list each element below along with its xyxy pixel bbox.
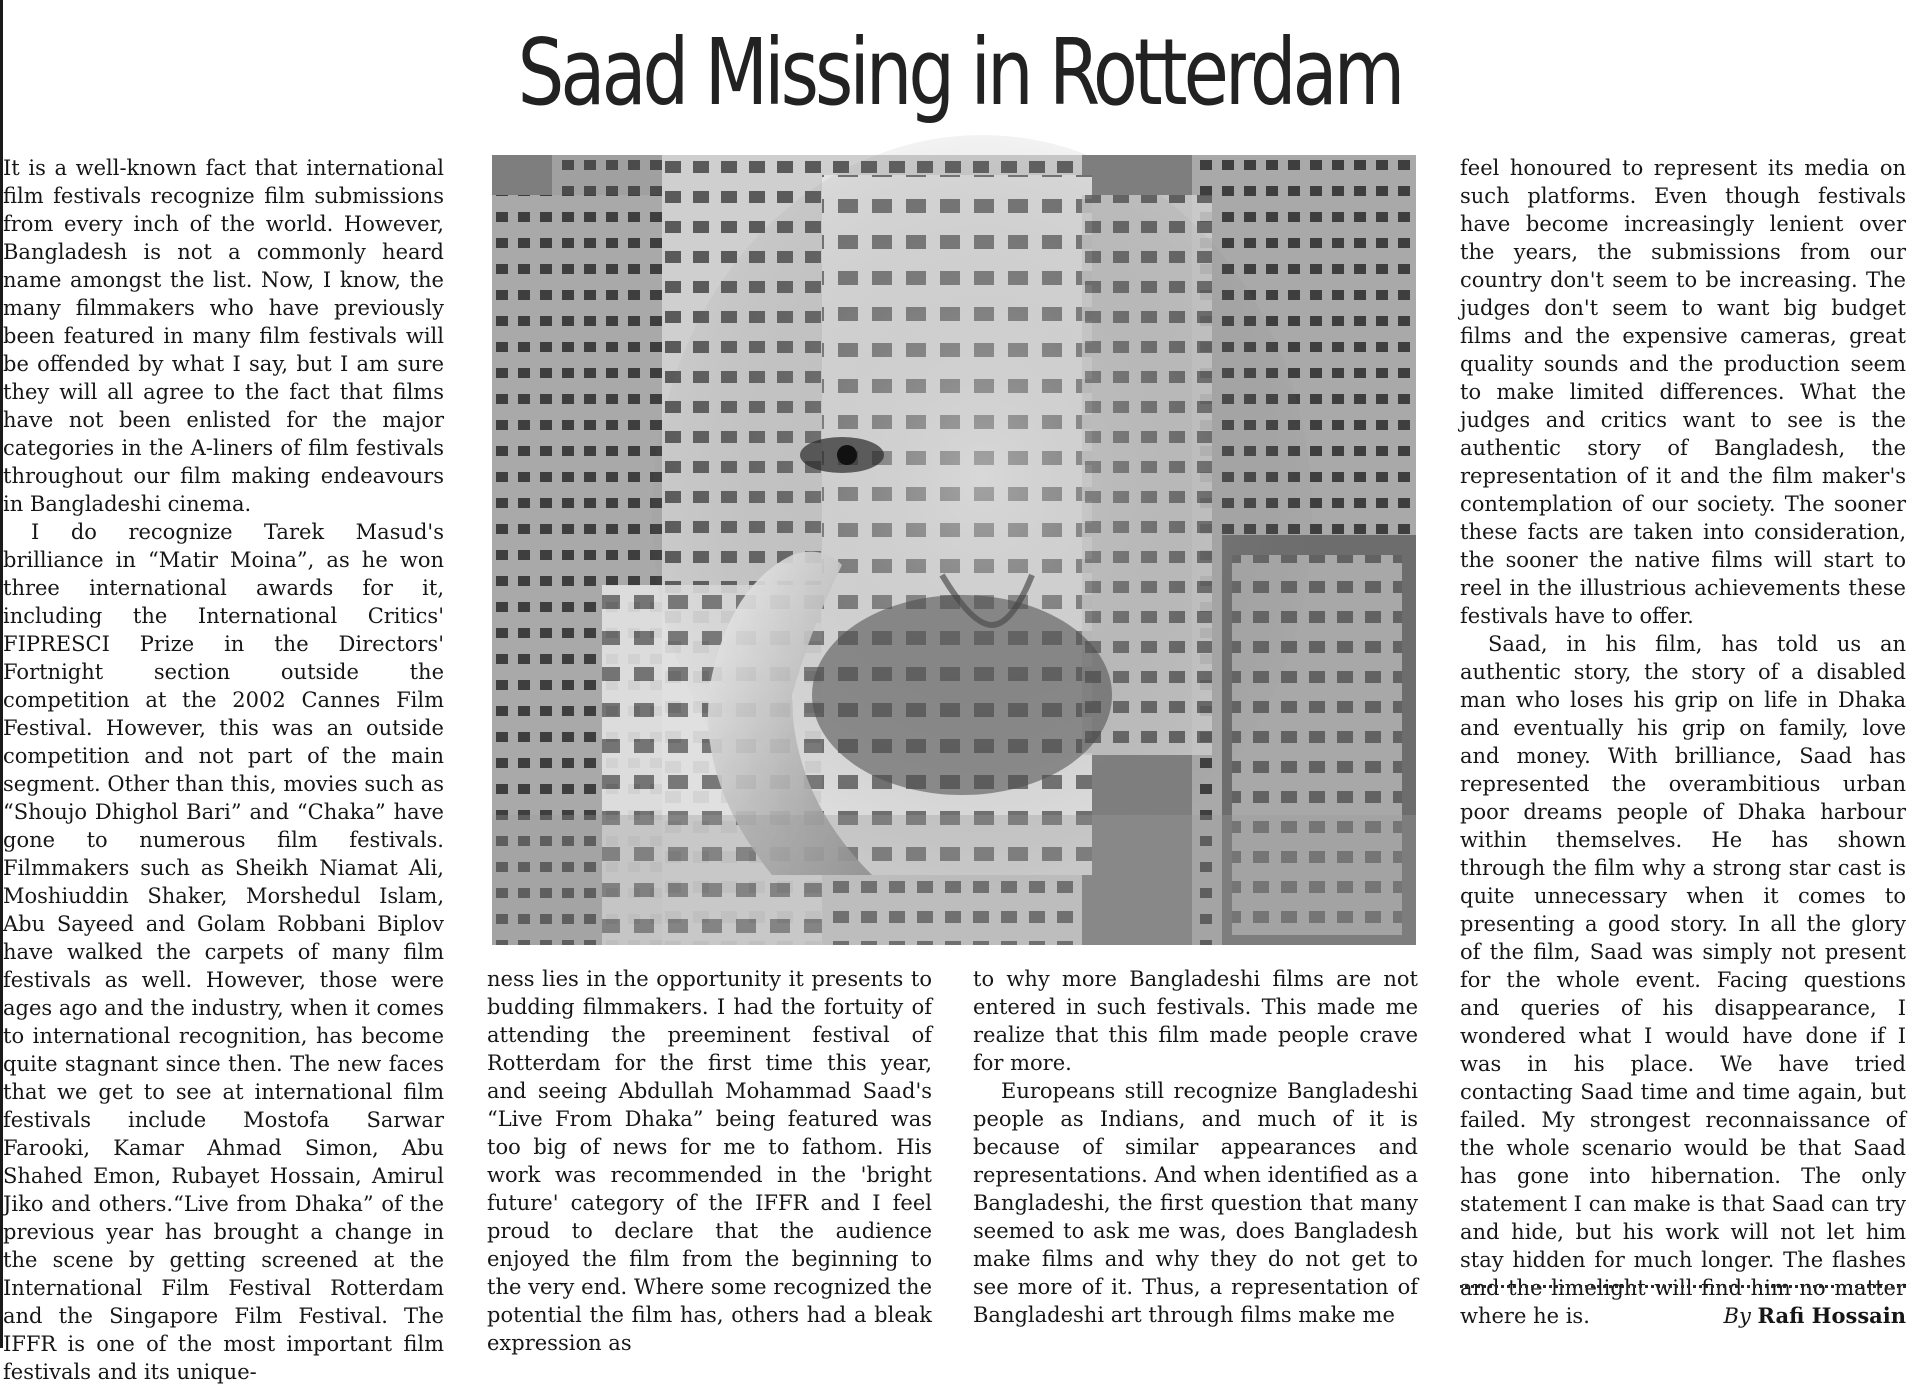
text-column-2 bbox=[487, 965, 932, 1355]
photo-collage-illustration bbox=[492, 155, 1416, 945]
paragraph: ness lies in the opportunity it presents to budding filmmakers. I had the fortuity of attending the preeminent festival of Rotterdam for the first time this year, and seeing Abdullah Mohammad Saad's “Live From Dhaka” being featured was too big of news for me to fathom. His work was recommended in the 'bright future' category of the IFFR and I feel proud to declare that the audience enjoyed the film from the beginning to the very end. Where some recognized the potential the film has, others had a bleak expression as bbox=[487, 967, 932, 1355]
paragraph: feel honoured to represent its media on such platforms. Even though festivals have become increasingly lenient over the years, the submissions from our country don't seem to be increasing. The judges don't seem to want big budget films and the expensive cameras, great quality sounds and the production seem to make limited differences. What the judges and critics want to see is the authentic story of Bangladesh, the representation of it and the film maker's contemplation of our society. The sooner these facts are taken into consideration, the sooner the native films will start to reel in the illustrious achievements these festivals have to offer. bbox=[1460, 156, 1906, 628]
text-column-3 bbox=[973, 965, 1418, 1348]
article-photo bbox=[492, 155, 1416, 945]
paragraph: I do recognize Tarek Masud's brilliance in “Matir Moina”, as he won three international awards for it, including the International Critics' FIPRESCI Prize in the Directors' Fortnight section outside the competition at the 2002 Cannes Film Festival. However, this was an outside competition and not part of the main segment. Other than this, movies such as “Shoujo Dhighol Bari” and “Chaka” have gone to numerous film festivals. Filmmakers such as Sheikh Niamat Ali, Moshiuddin Shaker, Morshedul Islam, Abu Sayeed and Golam Robbani Biplov have walked the carpets of many film festivals as well. However, those were ages ago and the industry, when it comes to international recognition, has become quite stagnant since then. The new faces that we get to see at international film festivals include Mostofa Sarwar Farooki, Kamar Ahmad Simon, Abu Shahed Emon, Rubayet Hossain, Amirul Jiko and others.“Live from Dhaka” of the previous year has brought a change in the scene by getting screened at the International Film Festival Rotterdam and the Singapore Film Festival. The IFFR is one of the most important film festivals and its unique- bbox=[3, 520, 444, 1384]
paragraph: to why more Bangladeshi films are not entered in such festivals. This made me realize that this film made people crave for more. bbox=[973, 967, 1418, 1075]
paragraph: Saad, in his film, has told us an authentic story, the story of a disabled man who loses his grip on life in Dhaka and eventually his grip on family, love and money. With brilliance, Saad has represented the overambitious urban poor dreams people of Dhaka harbour within themselves. He has shown through the film why a strong star cast is quite unnecessary when it comes to presenting a good story. In all the glory of the film, Saad was simply not present for the whole event. Facing questions and queries of his disappearance, I wondered what I would have done if I was in his place. We have tried contacting Saad time and time again, but failed. My strongest reconnaissance of the whole scenario would be that Saad has gone into hibernation. The only statement I can make is that Saad can try and hide, but his work will not let him stay hidden for much longer. The flashes and the limelight will find him no matter where he is. bbox=[1460, 632, 1906, 1328]
byline bbox=[1460, 1302, 1906, 1330]
byline-by: By bbox=[1723, 1304, 1751, 1328]
headline: Saad Missing in Rotterdam bbox=[517, 19, 1402, 126]
text-column-1 bbox=[3, 154, 444, 1384]
paragraph: It is a well-known fact that international film festivals recognize film submissions from every inch of the world. However, Bangladesh is not a commonly heard name amongst the list. Now, I know, the many filmmakers who have previously been featured in many film festivals will be offended by what I say, but I am sure they will all agree to the fact that films have not been enlisted for the major categories in the A-liners of film festivals throughout our film making endeavours in Bangladeshi cinema. bbox=[3, 156, 444, 516]
byline-author: Rafi Hossain bbox=[1757, 1303, 1906, 1328]
dotted-divider bbox=[1460, 1285, 1906, 1288]
paragraph: Europeans still recognize Bangladeshi people as Indians, and much of it is because of similar appearances and representations. And when identified as a Bangladeshi, the first question that many seemed to ask me was, does Bangladesh make films and why they do not get to see more of it. Thus, a representation of Bangladeshi art through films make me bbox=[973, 1079, 1418, 1327]
